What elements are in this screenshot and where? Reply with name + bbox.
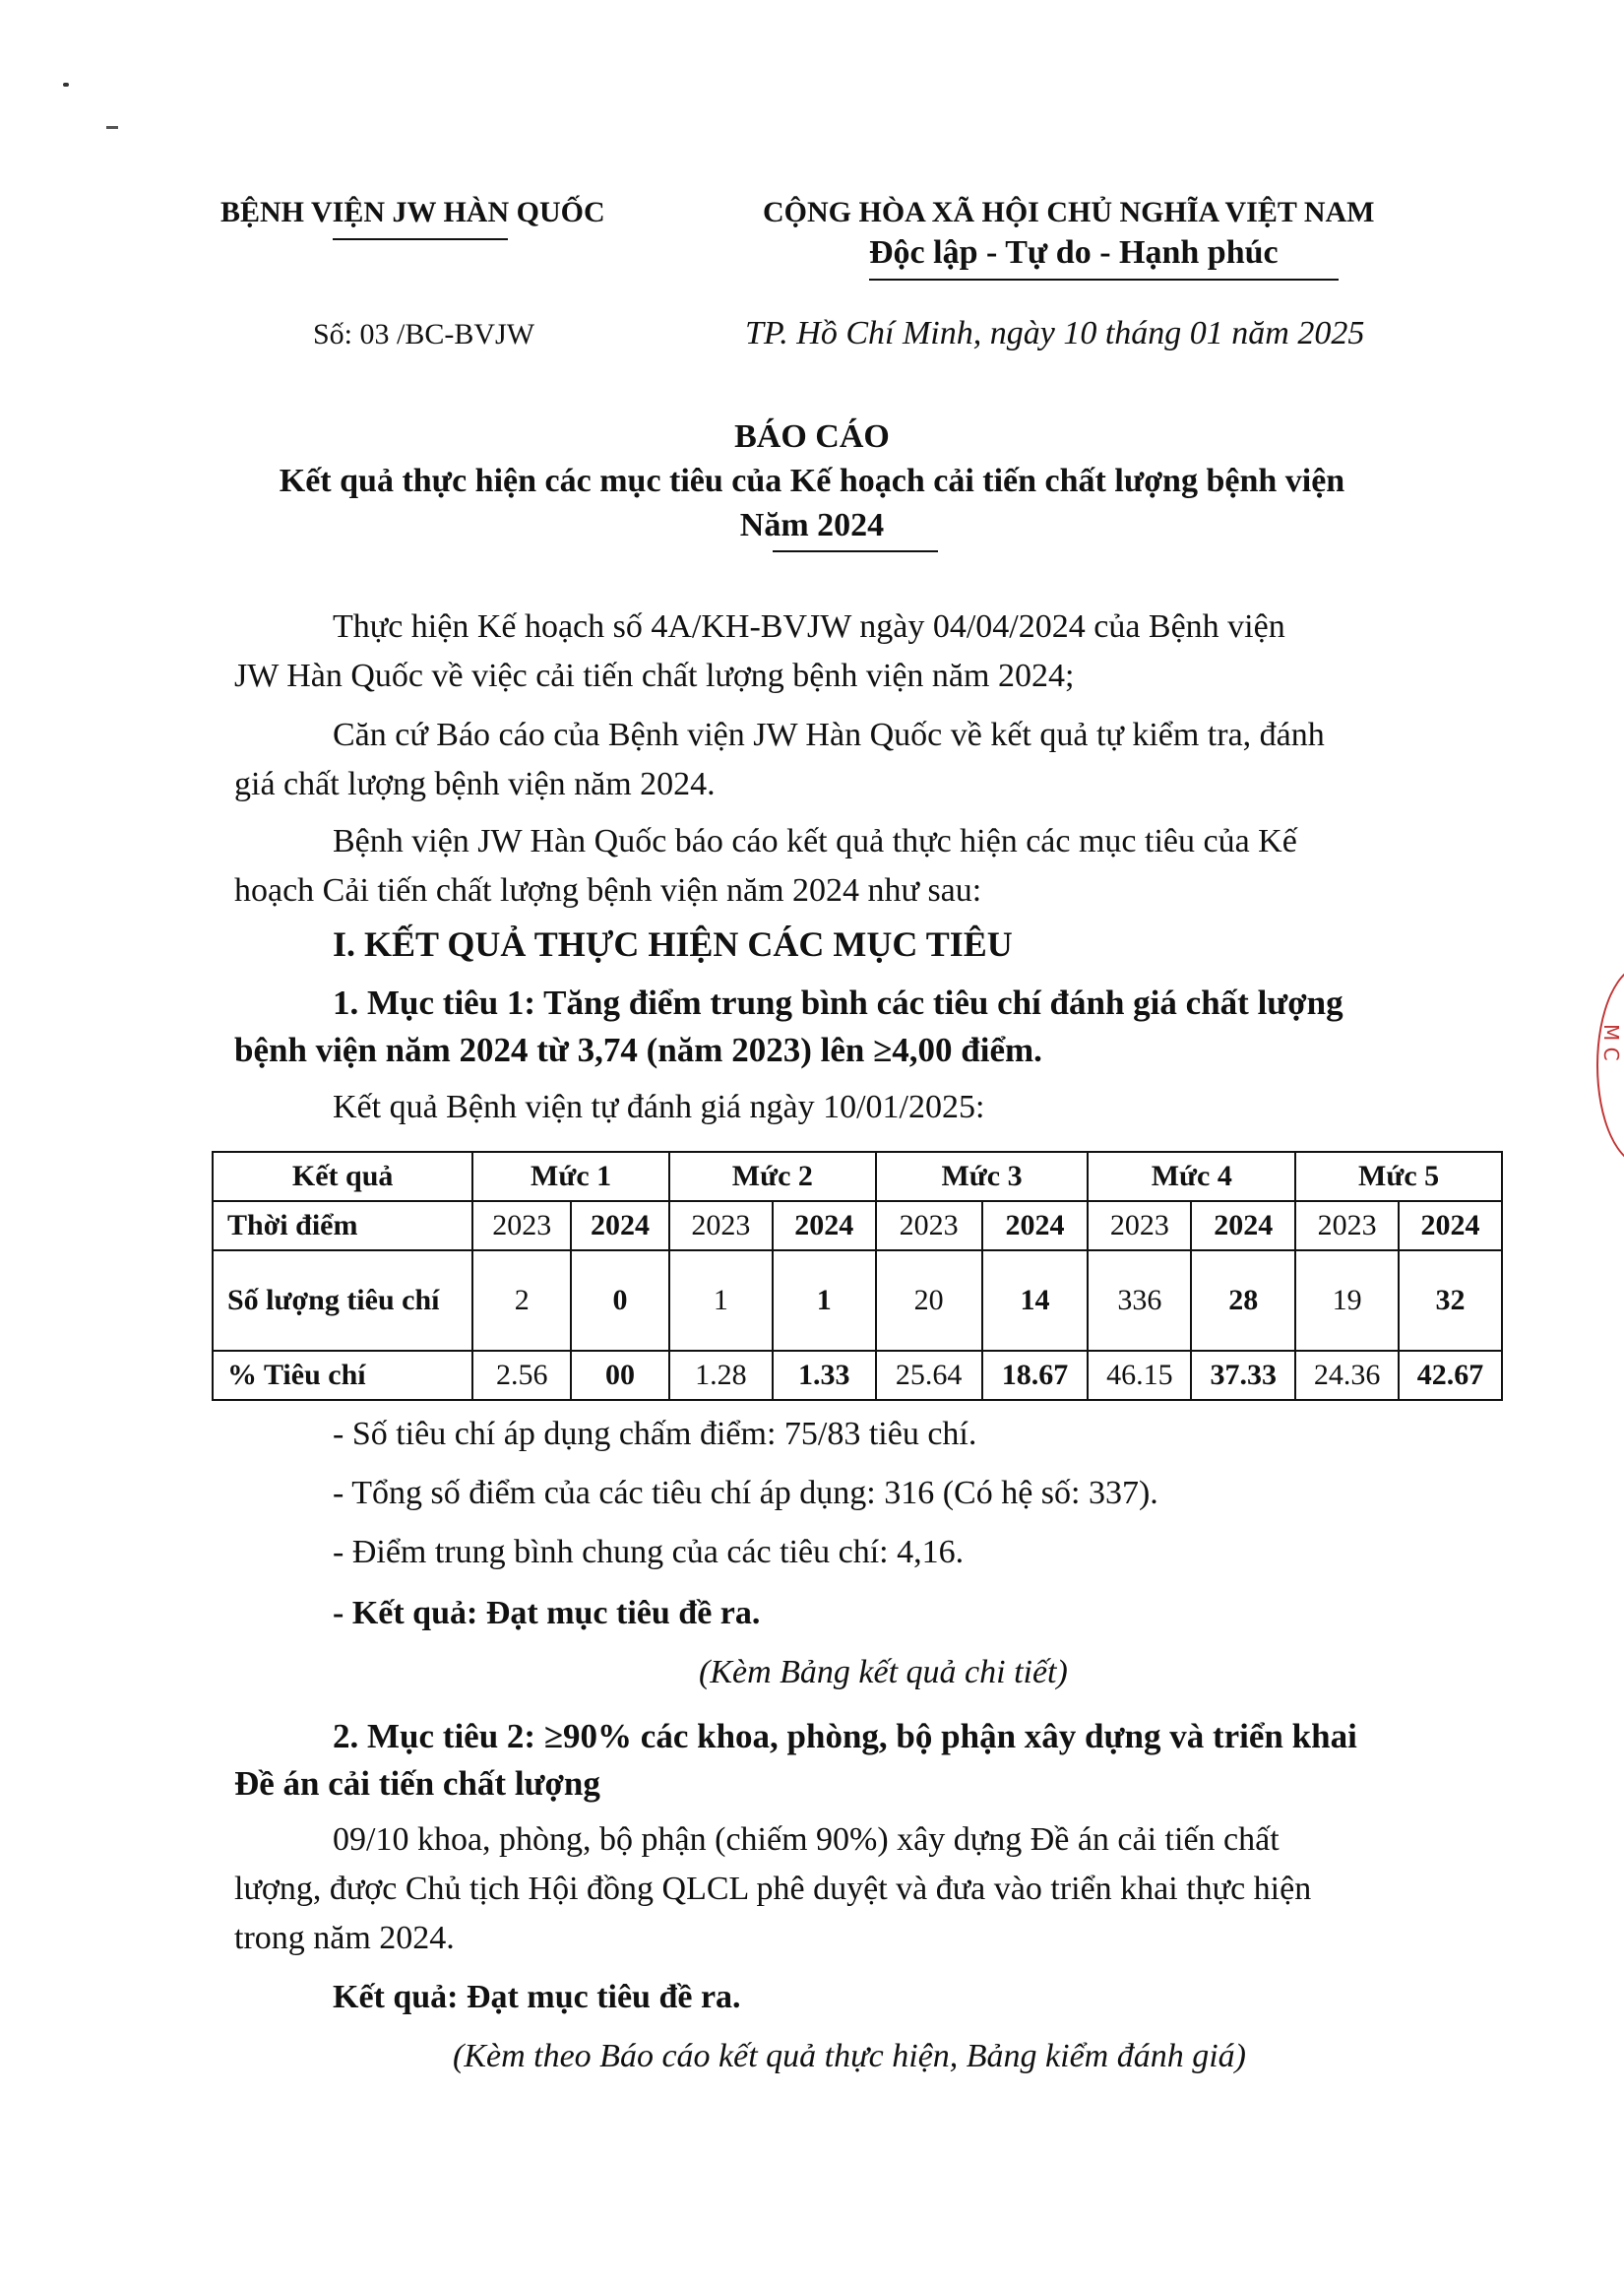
goal-2-line-1: 2. Mục tiêu 2: ≥90% các khoa, phòng, bộ phận xây dựng và triển khai: [333, 1717, 1357, 1755]
year-cell: 2023: [1088, 1201, 1191, 1250]
bullet-item: - Điểm trung bình chung của các tiêu chí: 4,16.: [333, 1534, 965, 1570]
table-cell: 24.36: [1295, 1351, 1399, 1400]
org-name: BỆNH VIỆN JW HÀN QUỐC: [220, 196, 605, 228]
scan-speck-mark: [106, 126, 118, 129]
table-cell: 1: [773, 1250, 876, 1351]
table-cell: 0: [571, 1250, 669, 1351]
year-cell: 2024: [1399, 1201, 1502, 1250]
self-evaluation-caption: Kết quả Bệnh viện tự đánh giá ngày 10/01/2025:: [333, 1089, 985, 1125]
place-date: TP. Hồ Chí Minh, ngày 10 tháng 01 năm 2025: [745, 315, 1365, 351]
table-cell: 25.64: [876, 1351, 982, 1400]
intro-line: JW Hàn Quốc về việc cải tiến chất lượng bệnh viện năm 2024;: [234, 658, 1075, 694]
table-cell: 00: [571, 1351, 669, 1400]
level-header: Mức 3: [876, 1152, 1089, 1201]
intro-line: Bệnh viện JW Hàn Quốc báo cáo kết quả thực hiện các mục tiêu của Kế: [333, 823, 1297, 859]
goal-2-line-2: Đề án cải tiến chất lượng: [234, 1764, 600, 1803]
table-cell: 37.33: [1191, 1351, 1295, 1400]
table-cell: 18.67: [982, 1351, 1089, 1400]
table-cell: 19: [1295, 1250, 1399, 1351]
row-label: % Tiêu chí: [213, 1351, 472, 1400]
level-header: Mức 4: [1088, 1152, 1295, 1201]
bullet-item: - Tổng số điểm của các tiêu chí áp dụng: 316 (Có hệ số: 337).: [333, 1475, 1158, 1511]
table-cell: 1.33: [773, 1351, 876, 1400]
motto-underline: [869, 279, 1339, 281]
table-cell: 32: [1399, 1250, 1502, 1351]
level-header: Mức 5: [1295, 1152, 1502, 1201]
row-label: Số lượng tiêu chí: [213, 1250, 472, 1351]
goal-2-paragraph-line: 09/10 khoa, phòng, bộ phận (chiếm 90%) xây dựng Đề án cải tiến chất: [333, 1821, 1280, 1858]
section-heading: I. KẾT QUẢ THỰC HIỆN CÁC MỤC TIÊU: [333, 924, 1013, 964]
goal-2-result: Kết quả: Đạt mục tiêu đề ra.: [333, 1979, 741, 2015]
table-cell: 336: [1088, 1250, 1191, 1351]
level-header: Mức 2: [669, 1152, 876, 1201]
intro-line: Căn cứ Báo cáo của Bệnh viện JW Hàn Quốc về kết quả tự kiểm tra, đánh: [333, 717, 1325, 753]
year-cell: 2023: [669, 1201, 773, 1250]
red-stamp-seal: [1596, 965, 1624, 1166]
year-cell: 2024: [982, 1201, 1089, 1250]
org-name-underline: [333, 238, 508, 240]
report-year-underline: [773, 550, 938, 552]
table-cell: 46.15: [1088, 1351, 1191, 1400]
goal-2-paragraph-line: trong năm 2024.: [234, 1920, 455, 1956]
table-cell: 20: [876, 1250, 982, 1351]
year-cell: 2023: [472, 1201, 571, 1250]
table-corner-cell: Kết quả: [213, 1152, 472, 1201]
report-title: BÁO CÁO: [734, 418, 890, 455]
year-cell: 2024: [1191, 1201, 1295, 1250]
year-cell: 2024: [773, 1201, 876, 1250]
intro-line: giá chất lượng bệnh viện năm 2024.: [234, 766, 716, 802]
document-number: Số: 03 /BC-BVJW: [313, 318, 535, 350]
table-header-row: [213, 1152, 1502, 1201]
table-cell: 28: [1191, 1250, 1295, 1351]
goal-1-line-2: bệnh viện năm 2024 từ 3,74 (năm 2023) lên ≥4,00 điểm.: [234, 1031, 1042, 1069]
level-header: Mức 1: [472, 1152, 669, 1201]
row-label: Thời điểm: [213, 1201, 472, 1250]
table-row: [213, 1250, 1502, 1351]
table-row: [213, 1351, 1502, 1400]
year-cell: 2023: [1295, 1201, 1399, 1250]
goal-2-attachment-note: (Kèm theo Báo cáo kết quả thực hiện, Bảng kiểm đánh giá): [453, 2038, 1247, 2074]
table-cell: 14: [982, 1250, 1089, 1351]
table-cell: 1.28: [669, 1351, 773, 1400]
bullet-item: - Số tiêu chí áp dụng chấm điểm: 75/83 tiêu chí.: [333, 1416, 977, 1452]
intro-line: Thực hiện Kế hoạch số 4A/KH-BVJW ngày 04/04/2024 của Bệnh viện: [333, 608, 1285, 645]
report-subtitle: Kết quả thực hiện các mục tiêu của Kế hoạch cải tiến chất lượng bệnh viện: [279, 463, 1345, 499]
goal-1-attachment-note: (Kèm Bảng kết quả chi tiết): [699, 1654, 1068, 1690]
table-cell: 42.67: [1399, 1351, 1502, 1400]
goal-1-result: - Kết quả: Đạt mục tiêu đề ra.: [333, 1595, 761, 1631]
scan-speck-mark: [63, 83, 69, 87]
table-cell: 2.56: [472, 1351, 571, 1400]
goal-1-line-1: 1. Mục tiêu 1: Tăng điểm trung bình các tiêu chí đánh giá chất lượng: [333, 984, 1343, 1022]
table-cell: 2: [472, 1250, 571, 1351]
intro-line: hoạch Cải tiến chất lượng bệnh viện năm 2024 như sau:: [234, 872, 982, 909]
stamp-text: M C: [1599, 1024, 1623, 1061]
goal-2-paragraph-line: lượng, được Chủ tịch Hội đồng QLCL phê duyệt và đưa vào triển khai thực hiện: [234, 1871, 1312, 1907]
year-cell: 2023: [876, 1201, 982, 1250]
table-year-row: [213, 1201, 1502, 1250]
year-cell: 2024: [571, 1201, 669, 1250]
report-year: Năm 2024: [739, 507, 885, 543]
results-table: [212, 1151, 1503, 1401]
country-name: CỘNG HÒA XÃ HỘI CHỦ NGHĨA VIỆT NAM: [763, 196, 1375, 228]
national-motto: Độc lập - Tự do - Hạnh phúc: [869, 234, 1279, 271]
table-cell: 1: [669, 1250, 773, 1351]
